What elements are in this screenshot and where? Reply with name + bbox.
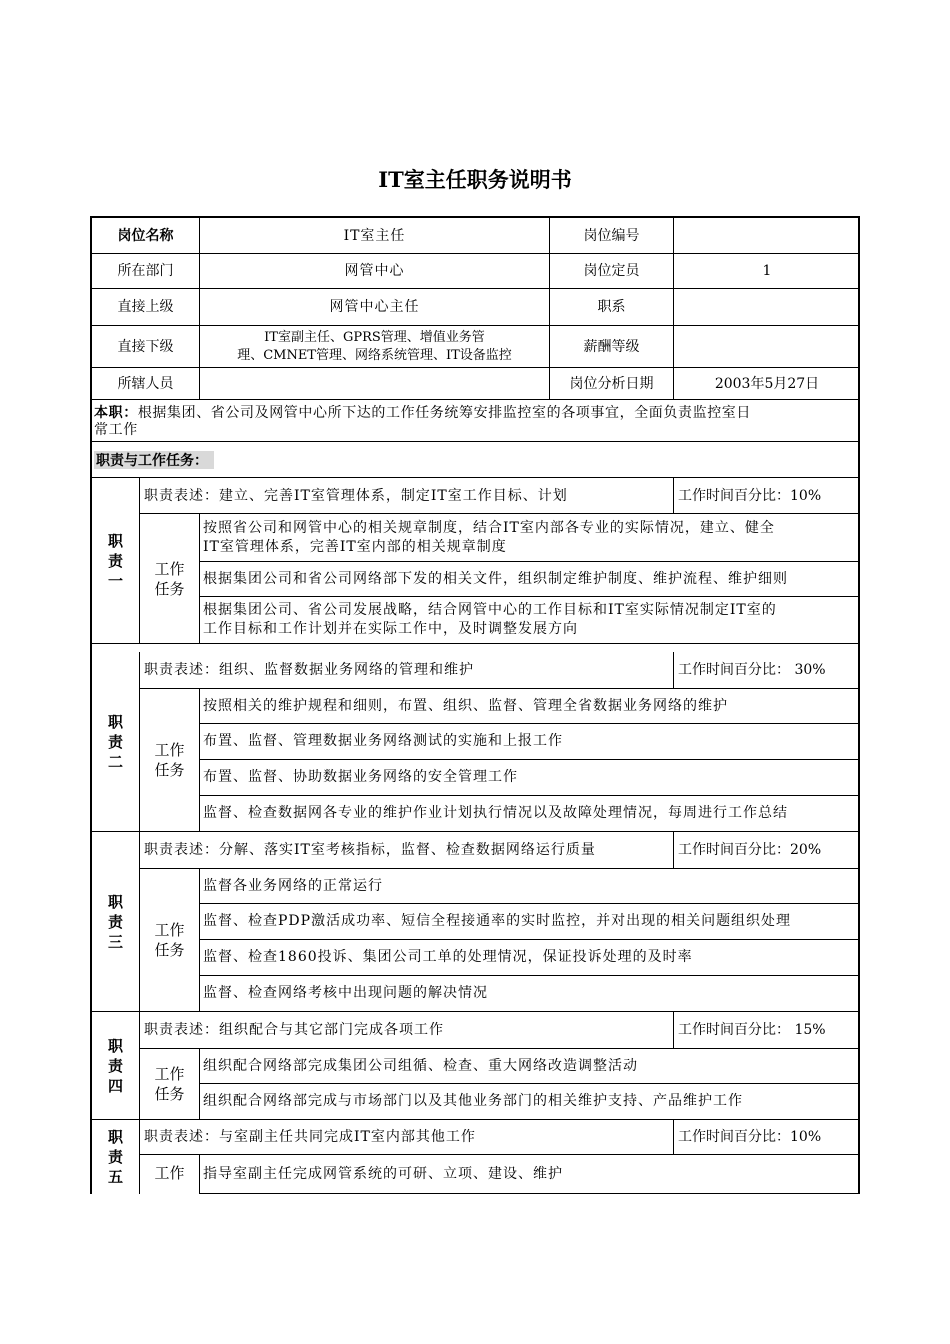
staff-value — [200, 368, 550, 400]
section-heading-row — [92, 442, 860, 478]
task-line: 工作目标和工作计划并在实际工作中，及时调整发展方向 — [203, 621, 578, 637]
duty-label — [92, 832, 140, 1012]
task-item — [200, 1084, 860, 1120]
task-label — [140, 689, 200, 832]
job-summary-line-1: 根据集团、省公司及网管中心所下达的工作任务统筹安排监控室的各项事宜，全面负责监控室日 — [137, 405, 752, 421]
position-name-value: IT室主任 — [200, 218, 550, 254]
duty-label — [92, 652, 140, 832]
supervisor-value: 网管中心主任 — [200, 289, 550, 326]
supervisor-label: 直接上级 — [92, 289, 200, 326]
job-summary-line-2: 常工作 — [94, 422, 138, 438]
duty-description: 职责表述：建立、完善IT室管理体系，制定IT室工作目标、计划 — [140, 478, 674, 514]
section-heading: 职责与工作任务： — [94, 451, 214, 469]
task-line: 按照相关的维护规程和细则，布置、组织、监督、管理全省数据业务网络的维护 — [203, 697, 728, 714]
task-label-text: 工作 — [154, 559, 185, 578]
task-line: 监督、检查1860投诉、集团公司工单的处理情况，保证投诉处理的及时率 — [203, 949, 693, 965]
duty-label — [92, 478, 140, 644]
job-family-label: 职系 — [550, 289, 674, 326]
duty-label-char: 职 — [107, 1036, 123, 1055]
task-label — [140, 1155, 200, 1194]
task-line: 监督、检查数据网各专业的维护作业计划执行情况以及故障处理情况，每周进行工作总结 — [203, 805, 788, 821]
task-line: 根据集团公司、省公司发展战略，结合网管中心的工作目标和IT室实际情况制定IT室的 — [203, 602, 777, 618]
task-label-text: 任务 — [154, 761, 185, 779]
subordinates-line-1: IT室副主任、GPRS管理、增值业务管 — [264, 329, 485, 345]
duty-label-char: 三 — [107, 932, 123, 951]
duty-label-char: 二 — [107, 752, 123, 771]
job-description-table — [90, 216, 860, 1194]
task-line: 监督各业务网络的正常运行 — [203, 877, 383, 894]
duty-label — [92, 1120, 140, 1194]
duty-label-char: 责 — [107, 1056, 123, 1075]
task-item — [200, 869, 860, 904]
job-family-value — [674, 289, 860, 326]
duty-label — [92, 1012, 140, 1120]
staff-label: 所辖人员 — [92, 368, 200, 400]
department-value: 网管中心 — [200, 254, 550, 289]
duty-description: 职责表述：组织、监督数据业务网络的管理和维护 — [140, 652, 674, 689]
duty-description: 职责表述：与室副主任共同完成IT室内部其他工作 — [140, 1120, 674, 1155]
duty-time-percentage: 工作时间百分比：20% — [674, 832, 860, 869]
task-line: 布置、监督、协助数据业务网络的安全管理工作 — [203, 769, 518, 785]
task-item — [200, 1049, 860, 1084]
duty-description: 职责表述：分解、落实IT室考核指标，监督、检查数据网络运行质量 — [140, 832, 674, 869]
duty-label-char: 五 — [107, 1168, 123, 1186]
duty-time-percentage: 工作时间百分比： 30% — [674, 652, 860, 689]
headcount-label: 岗位定员 — [550, 254, 674, 289]
task-item — [200, 1155, 860, 1194]
task-item — [200, 514, 860, 562]
duty-label-char: 职 — [107, 892, 123, 911]
task-item — [200, 976, 860, 1012]
task-label-text: 任务 — [154, 579, 185, 598]
subordinates-label: 直接下级 — [92, 326, 200, 368]
task-label — [140, 514, 200, 644]
page-title: IT室主任职务说明书 — [378, 167, 572, 192]
task-line: 组织配合网络部完成集团公司组循、检查、重大网络改造调整活动 — [203, 1057, 638, 1074]
task-label-text: 任务 — [154, 941, 185, 959]
task-label-text: 工作 — [154, 921, 185, 939]
analysis-date-value: 2003年5月27日 — [674, 368, 860, 400]
department-label: 所在部门 — [92, 254, 200, 289]
salary-grade-value — [674, 326, 860, 368]
headcount-value: 1 — [674, 254, 860, 289]
duty-label-char: 责 — [107, 1148, 123, 1166]
duty-label-char: 职 — [107, 531, 123, 550]
duty-label-char: 责 — [107, 732, 123, 751]
task-item — [200, 760, 860, 796]
task-item — [200, 796, 860, 832]
task-line: 布置、监督、管理数据业务网络测试的实施和上报工作 — [203, 733, 563, 749]
task-line: 按照省公司和网管中心的相关规章制度，结合IT室内部各专业的实际情况，建立、健全 — [203, 519, 775, 536]
duty-label-char: 责 — [107, 912, 123, 931]
duty-time-percentage: 工作时间百分比：10% — [674, 1120, 860, 1155]
position-code-value — [674, 218, 860, 254]
subordinates-line-2: 理、CMNET管理、网络系统管理、IT设备监控 — [237, 347, 512, 363]
task-label — [140, 869, 200, 1012]
duty-label-char: 职 — [107, 1128, 123, 1146]
job-summary-label: 本职： — [94, 404, 138, 420]
task-line: IT室管理体系，完善IT室内部的相关规章制度 — [203, 538, 507, 555]
position-name-label: 岗位名称 — [92, 218, 200, 254]
task-label-text: 任务 — [154, 1085, 185, 1103]
task-line: 指导室副主任完成网管系统的可研、立项、建设、维护 — [203, 1165, 563, 1182]
job-summary — [92, 400, 860, 442]
task-item — [200, 904, 860, 940]
duty-time-percentage: 工作时间百分比： 15% — [674, 1012, 860, 1049]
analysis-date-label: 岗位分析日期 — [550, 368, 674, 400]
task-label-text: 工作 — [154, 741, 185, 759]
task-line: 监督、检查网络考核中出现问题的解决情况 — [203, 985, 488, 1001]
task-line: 组织配合网络部完成与市场部门以及其他业务部门的相关维护支持、产品维护工作 — [203, 1093, 743, 1109]
task-item — [200, 597, 860, 644]
subordinates-value — [200, 326, 550, 368]
task-line: 根据集团公司和省公司网络部下发的相关文件，组织制定维护制度、维护流程、维护细则 — [203, 570, 788, 587]
task-label-text: 工作 — [154, 1065, 185, 1083]
task-line: 监督、检查PDP激活成功率、短信全程接通率的实时监控，并对出现的相关问题组织处理 — [203, 913, 792, 929]
task-label-text: 工作 — [154, 1164, 185, 1182]
salary-grade-label: 薪酬等级 — [550, 326, 674, 368]
task-label — [140, 1049, 200, 1120]
position-code-label: 岗位编号 — [550, 218, 674, 254]
duty-description: 职责表述：组织配合与其它部门完成各项工作 — [140, 1012, 674, 1049]
duty-label-char: 一 — [107, 571, 123, 590]
task-item — [200, 562, 860, 597]
task-item — [200, 689, 860, 724]
task-item — [200, 940, 860, 976]
duty-label-char: 责 — [107, 551, 123, 570]
task-item — [200, 724, 860, 760]
duty-label-char: 职 — [107, 712, 123, 731]
duty-time-percentage: 工作时间百分比：10% — [674, 478, 860, 514]
duty-label-char: 四 — [107, 1076, 123, 1095]
